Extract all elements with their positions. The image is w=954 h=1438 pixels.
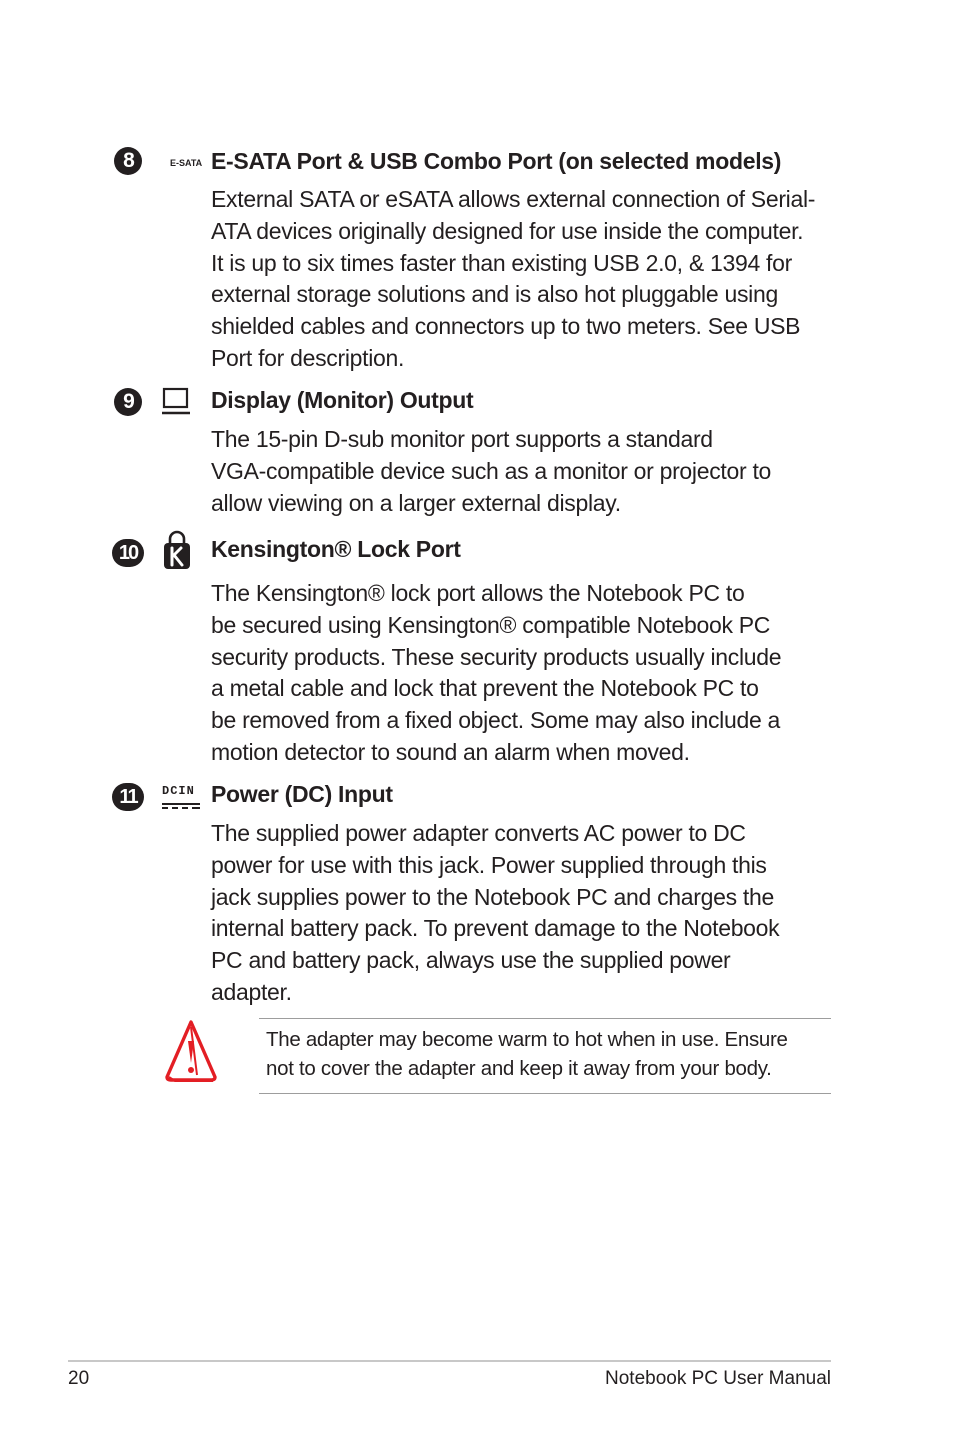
warning-icon bbox=[163, 1019, 219, 1083]
esata-icon: E-SATA bbox=[170, 158, 203, 168]
section-body: The supplied power adapter converts AC power to DC power for use with this jack. Power supplied through this jack supplies power to the Notebook PC and charges the internal battery pack. To prevent damage to the Notebook PC and battery pack, always use the supplied power adapter. bbox=[211, 820, 780, 1005]
item-number-badge: 11 bbox=[112, 783, 144, 811]
warning-text: The adapter may become warm to hot when in use. Ensure not to cover the adapter and keep it away from your body. bbox=[266, 1028, 788, 1080]
item-number-badge: 10 bbox=[112, 539, 144, 567]
note-bottom-rule bbox=[259, 1093, 831, 1094]
kensington-lock-icon bbox=[162, 530, 192, 570]
manual-title: Notebook PC User Manual bbox=[605, 1368, 831, 1389]
note-top-rule bbox=[259, 1018, 831, 1019]
section-title: Kensington® Lock Port bbox=[211, 536, 461, 562]
section-title: Power (DC) Input bbox=[211, 781, 393, 807]
section-body: The 15-pin D-sub monitor port supports a standard VGA-compatible device such as a monitor or projector to allow viewing on a larger external display. bbox=[211, 426, 772, 516]
dc-in-icon bbox=[162, 785, 202, 815]
section-body: External SATA or eSATA allows external connection of Serial- ATA devices originally designed for use inside the computer. It is up to six times faster than existing USB 2.0, & 1394 for external storage solutions and is also hot pluggable using shielded cables and connectors up to two meters. See USB Port for description. bbox=[211, 186, 816, 371]
item-number-badge: 8 bbox=[114, 147, 142, 175]
item-number-badge: 9 bbox=[114, 388, 142, 416]
page-number: 20 bbox=[68, 1368, 90, 1389]
footer-rule bbox=[68, 1360, 831, 1362]
monitor-icon bbox=[160, 387, 192, 417]
dc-polarity-lines bbox=[162, 802, 200, 810]
section-body: The Kensington® lock port allows the Notebook PC to be secured using Kensington® compatible Notebook PC security products. These security products usually include a metal cable and lock that prevent the Notebook PC to be removed from a fixed object. Some may also include a motion detector to sound an alarm when moved. bbox=[211, 580, 782, 765]
dc-in-label: DCIN bbox=[162, 784, 195, 798]
section-title: Display (Monitor) Output bbox=[211, 387, 474, 413]
section-title: E-SATA Port & USB Combo Port (on selected models) bbox=[211, 148, 782, 174]
